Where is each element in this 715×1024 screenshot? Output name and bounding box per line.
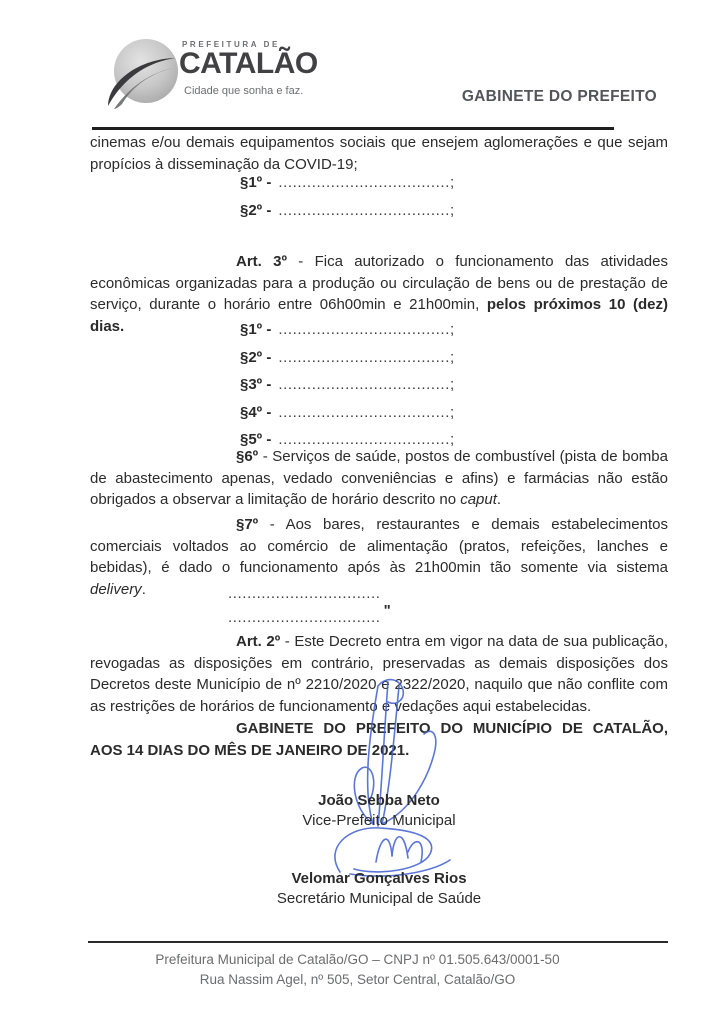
placeholder-row: §2º - ....................................; (240, 348, 455, 366)
paragraph-6: §6º - Serviços de saúde, postos de combustível (pista de bomba de abastecimento apenas, vedado conveniências e afins) e farmácias não estão obrigados a observar a limitação de horário descrito no caput. (90, 448, 668, 508)
signer-2 (90, 869, 668, 909)
continuation-paragraph: cinemas e/ou demais equipamentos sociais que ensejem aglomerações e que sejam propícios à disseminação da COVID-19; (90, 134, 668, 173)
placeholder-row: §4º - ....................................; (240, 403, 455, 421)
signer-1-name: João Sebba Neto (318, 792, 440, 809)
article-3-label: Art. 3º (236, 253, 287, 270)
quote-close-lines (90, 582, 668, 630)
prefeitura-catalao-logo (100, 30, 340, 110)
closing-statement: GABINETE DO PREFEITO DO MUNICÍPIO DE CATALÃO, AOS 14 DIAS DO MÊS DE JANEIRO DE 2021. (90, 720, 668, 759)
footer-divider (88, 941, 668, 943)
signer-2-name: Velomar Gonçalves Rios (291, 870, 467, 887)
signer-1 (90, 791, 668, 831)
placeholder-list-art3 (90, 319, 668, 457)
placeholder-row: §1º - ....................................; (240, 321, 455, 338)
placeholder-list-top (90, 172, 668, 227)
logo-overline: PREFEITURA DE (182, 40, 280, 49)
placeholder-row: §5º - ....................................; (240, 431, 455, 448)
signer-1-title: Vice-Prefeito Municipal (302, 812, 456, 829)
paragraph-6-label: §6º (236, 448, 259, 465)
header-divider (92, 127, 614, 130)
placeholder-row: §2º - ....................................; (240, 201, 455, 219)
office-title: GABINETE DO PREFEITO (461, 88, 657, 105)
logo-name: CATALÃO (179, 47, 318, 80)
footer-line-1: Prefeitura Municipal de Catalão/GO – CNPJ nº 01.505.643/0001-50 (155, 952, 560, 967)
paragraph-7-label: §7º (236, 516, 259, 533)
paragraph-7: §7º - Aos bares, restaurantes e demais estabelecimentos comerciais voltados ao comércio de alimentação (pratos, refeições, lanches e bebidas), é dado o funcionamento após às 21h00min tão somente via sistema delivery. (90, 516, 668, 598)
article-3-paragraph: Art. 3º - Fica autorizado o funcionamento das atividades econômicas organizadas para a produção ou circulação de bens ou de prestação de serviço, durante o horário entre 06h00min e 21h00min, pelos próximos 10 (dez) dias. (90, 253, 669, 335)
closing-quote-mark: " (383, 602, 391, 619)
signer-2-title: Secretário Municipal de Saúde (276, 890, 482, 907)
quote-dots-line: ................................ " (228, 602, 391, 626)
quote-dots-line: ................................ (228, 585, 381, 602)
footer-line-2: Rua Nassim Agel, nº 505, Setor Central, Catalão/GO (199, 972, 516, 987)
article-2-label: Art. 2º (236, 633, 281, 650)
footer (0, 950, 715, 990)
logo-globe-icon (106, 34, 184, 112)
placeholder-row: §3º - ....................................; (240, 376, 455, 393)
placeholder-row: §1º - ....................................; (240, 174, 455, 191)
article-2-paragraph: Art. 2º - Este Decreto entra em vigor na data de sua publicação, revogadas as disposições em contrário, preservadas as demais disposições dos Decretos deste Município de nº 2210/2020 e 2322/2020, naquilo que não conflite com as restrições de horários de funcionamento e vedações aqui estabelecidas. (90, 633, 668, 715)
logo-tagline: Cidade que sonha e faz. (184, 85, 304, 97)
